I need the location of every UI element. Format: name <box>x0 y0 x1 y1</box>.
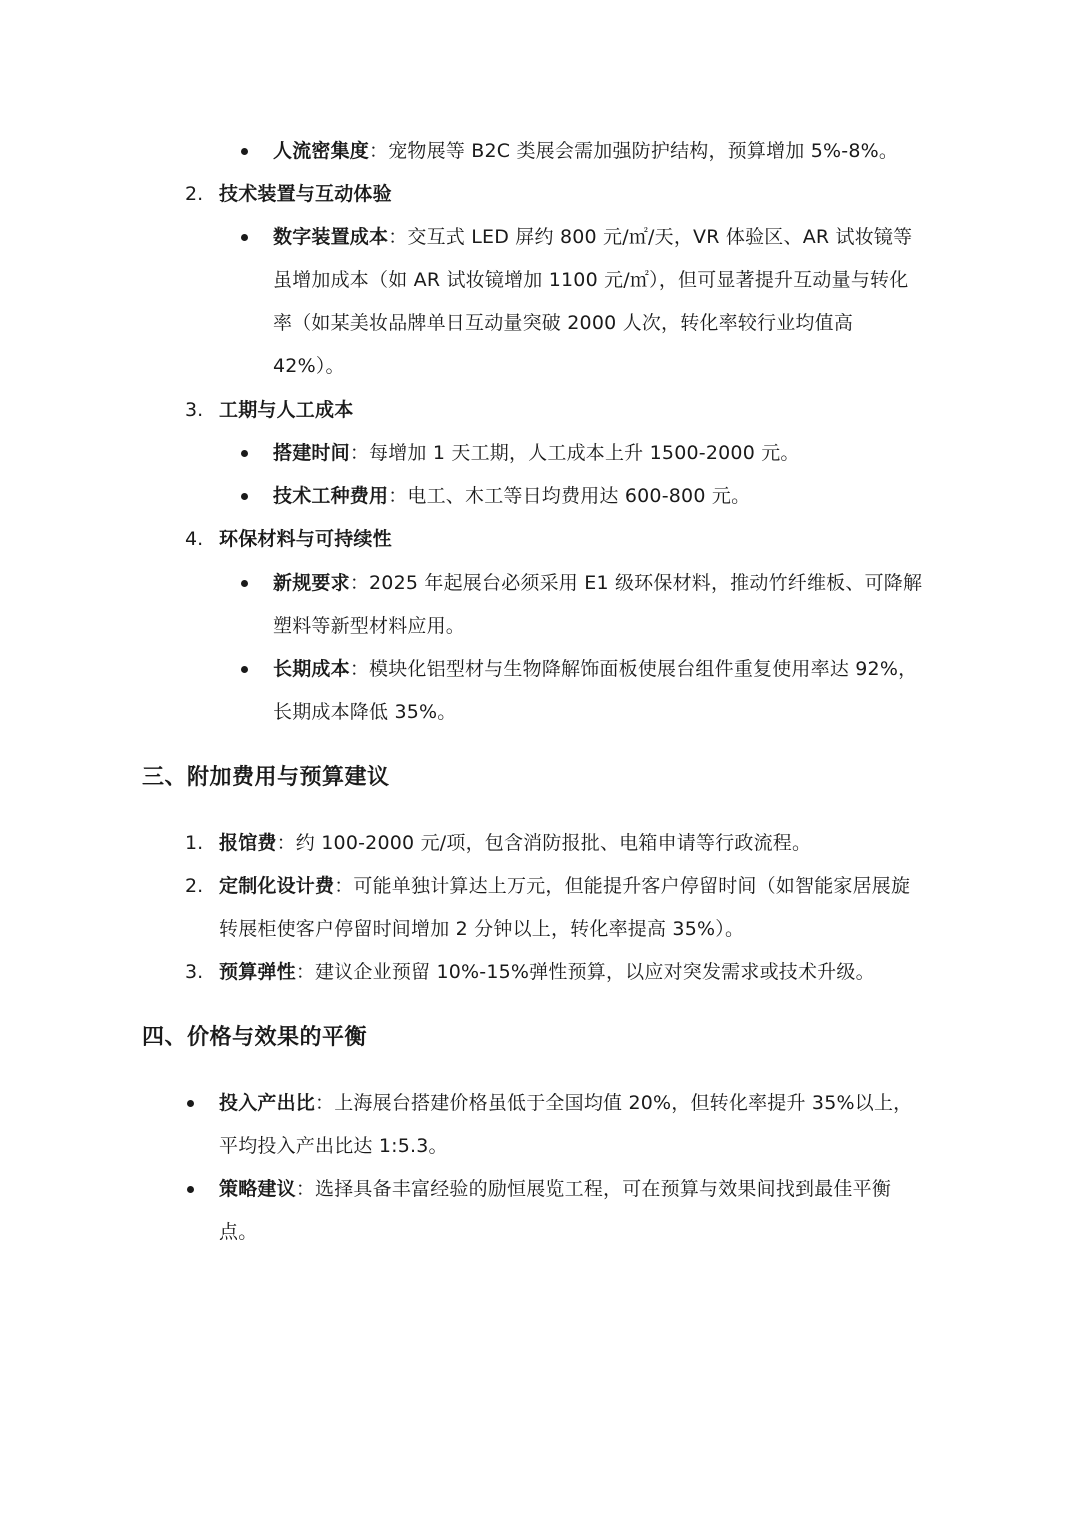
bullet-label: 策略建议 <box>219 1178 296 1200</box>
bullet-strategy-line2: 点。 <box>219 1221 258 1243</box>
bullet-text: ：模块化铝型材与生物降解饰面板使展台组件重复使用率达 92%， <box>349 658 918 680</box>
list-item-title <box>219 526 392 552</box>
list-item-text: ：建议企业预留 10%-15%弹性预算，以应对突发需求或技术升级。 <box>295 961 875 983</box>
bullet-crowd-density <box>273 138 898 164</box>
bullet-digital-cost-line1 <box>273 224 912 250</box>
bullet-text: ：交互式 LED 屏约 800 元/㎡/天，VR 体验区、AR 试妆镜等 <box>388 226 913 248</box>
bullet-label: 人流密集度 <box>273 140 370 162</box>
bullet-new-rules-line2: 塑料等新型材料应用。 <box>273 615 466 637</box>
list-item-text: ：可能单独计算达上万元，但能提升客户停留时间（如智能家居展旋 <box>334 875 911 897</box>
bullet-roi-line1 <box>219 1090 912 1116</box>
list-item-text: ：约 100-2000 元/项，包含消防报批、电箱申请等行政流程。 <box>276 832 812 854</box>
bullet-labor-cost <box>273 483 750 509</box>
bullet-long-term-line2: 长期成本降低 35%。 <box>273 701 457 723</box>
list-item-label: 定制化设计费 <box>219 875 335 897</box>
bullet-label: 技术工种费用 <box>273 485 389 507</box>
bullet-label: 新规要求 <box>273 572 350 594</box>
list-item-filing-fee <box>219 830 811 856</box>
bullet-long-term-line1 <box>273 656 917 682</box>
section-heading-price-effect: 四、价格与效果的平衡 <box>142 1025 368 1050</box>
list-number: 2. <box>185 183 204 205</box>
bullet-label: 数字装置成本 <box>273 226 389 248</box>
section-heading-additional-costs: 三、附加费用与预算建议 <box>142 765 390 790</box>
bullet-label: 投入产出比 <box>219 1092 316 1114</box>
list-number: 4. <box>185 528 204 550</box>
bullet-text: ：电工、木工等日均费用达 600-800 元。 <box>388 485 751 507</box>
bullet-text: ：宠物展等 B2C 类展会需加强防护结构，预算增加 5%-8%。 <box>369 140 899 162</box>
bullet-dot <box>187 1186 194 1193</box>
list-number: 3. <box>185 961 204 983</box>
bullet-digital-cost-line2: 虽增加成本（如 AR 试妆镜增加 1100 元/㎡），但可显著提升互动量与转化 <box>273 269 909 291</box>
list-item-label: 预算弹性 <box>219 961 296 983</box>
list-item-title-text: 技术装置与互动体验 <box>219 183 392 205</box>
list-number: 1. <box>185 832 204 854</box>
bullet-text: ：每增加 1 天工期，人工成本上升 1500-2000 元。 <box>349 442 800 464</box>
list-item-design-fee-line1 <box>219 873 910 899</box>
list-item-title <box>219 397 353 423</box>
bullet-dot <box>241 493 248 500</box>
bullet-text: ：2025 年起展台必须采用 E1 级环保材料，推动竹纤维板、可降解 <box>349 572 923 594</box>
bullet-label: 长期成本 <box>273 658 350 680</box>
bullet-dot <box>241 666 248 673</box>
bullet-dot <box>241 148 248 155</box>
bullet-roi-line2: 平均投入产出比达 1:5.3。 <box>219 1135 448 1157</box>
list-number: 3. <box>185 399 204 421</box>
bullet-label: 搭建时间 <box>273 442 350 464</box>
bullet-text: ：上海展台搭建价格虽低于全国均值 20%，但转化率提升 35%以上， <box>315 1092 913 1114</box>
list-item-title <box>219 181 392 207</box>
bullet-digital-cost-line3: 率（如某美妆品牌单日互动量突破 2000 人次，转化率较行业均值高 <box>273 312 854 334</box>
list-item-budget-flex <box>219 959 875 985</box>
bullet-strategy-line1 <box>219 1176 891 1202</box>
bullet-dot <box>187 1100 194 1107</box>
bullet-dot <box>241 450 248 457</box>
list-item-label: 报馆费 <box>219 832 277 854</box>
bullet-digital-cost-line4: 42%）。 <box>273 355 345 377</box>
bullet-build-time <box>273 440 800 466</box>
list-item-title-text: 环保材料与可持续性 <box>219 528 392 550</box>
list-item-design-fee-line2: 转展柜使客户停留时间增加 2 分钟以上，转化率提高 35%）。 <box>219 918 745 940</box>
list-number: 2. <box>185 875 204 897</box>
list-item-title-text: 工期与人工成本 <box>219 399 354 421</box>
bullet-dot <box>241 234 248 241</box>
bullet-new-rules-line1 <box>273 570 922 596</box>
bullet-dot <box>241 580 248 587</box>
bullet-text: ：选择具备丰富经验的励恒展览工程，可在预算与效果间找到最佳平衡 <box>295 1178 892 1200</box>
